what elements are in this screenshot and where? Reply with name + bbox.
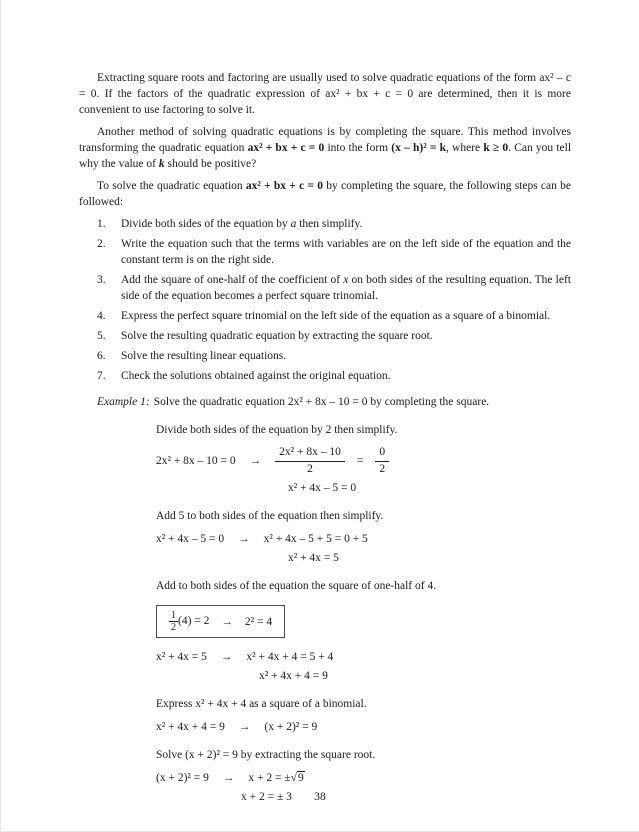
paragraph-text: Extracting square roots and factoring are usually used to solve quadratic equations of the form ax² – c = 0. If the factors of the quadratic expression of ax² + bx + c = 0 are determined, then it is more convenient to use factoring to solve it. (79, 72, 571, 116)
arrow-right-icon: → (249, 455, 262, 467)
intro-paragraph-3 (79, 178, 571, 210)
variable-a: a (290, 218, 297, 230)
list-item-text: Solve the resulting quadratic equation by extracting the square root. (121, 330, 433, 342)
box-expression: (4) = 2 (178, 615, 210, 628)
list-item-5 (97, 328, 571, 344)
equation-row (156, 649, 571, 665)
intro-paragraph-2 (79, 124, 571, 172)
variable-x: x (343, 274, 349, 286)
math-emphasis: ax² + bx + c = 0 (247, 142, 325, 154)
instruction-line: Add 5 to both sides of the equation then simplify. (156, 510, 384, 522)
equation-row (156, 445, 571, 477)
equation-row (156, 531, 571, 547)
equation-row (156, 719, 571, 735)
list-item-4 (97, 308, 571, 324)
fraction-denominator: 2 (171, 622, 176, 633)
list-item-7 (97, 368, 571, 384)
step-text-segment: on both sides of the resulting equation. The left side of the equation becomes a perfect square trinomial. (121, 274, 571, 302)
arrow-right-icon: → (221, 615, 233, 628)
fraction-numerator: 1 (171, 610, 176, 621)
example-body (156, 422, 571, 805)
equation-row (156, 770, 571, 786)
side-computation-box (156, 605, 285, 638)
list-item-number: 6. (97, 350, 106, 362)
fraction (375, 445, 389, 477)
equation-right (248, 770, 304, 786)
paragraph-text: by completing the square, the following steps can be followed: (79, 180, 571, 208)
equation-left: 2x² + 8x – 10 = 0 (156, 455, 236, 467)
page-content (79, 70, 571, 808)
fraction (169, 610, 178, 633)
equation-result: x² + 4x + 4 = 9 (259, 670, 328, 682)
math-emphasis: k ≥ 0 (483, 142, 509, 154)
box-result: 2² = 4 (244, 615, 273, 628)
equation-right: x² + 4x + 4 = 5 + 4 (246, 651, 334, 663)
paragraph-text: into the form (324, 142, 392, 154)
list-item-number: 2. (97, 238, 106, 250)
paragraph-text: To solve the quadratic equation (97, 180, 246, 192)
list-item-1 (97, 216, 571, 232)
fraction-denominator: 2 (307, 463, 313, 475)
instruction-line: Add to both sides of the equation the square of one-half of 4. (156, 580, 437, 592)
equation-left: (x + 2)² = 9 (156, 772, 209, 784)
equation-result: x² + 4x – 5 = 0 (288, 482, 357, 494)
fraction-numerator: 2x² + 8x – 10 (275, 445, 345, 462)
fraction (275, 445, 345, 477)
instruction-line: Solve (x + 2)² = 9 by extracting the square root. (156, 749, 376, 761)
sqrt-radicand: 9 (297, 772, 304, 784)
instruction-line: Divide both sides of the equation by 2 then simplify. (156, 424, 398, 436)
list-item-number: 7. (97, 370, 106, 382)
equation-left: x² + 4x – 5 = 0 (156, 533, 225, 545)
intro-paragraph-1 (79, 70, 571, 118)
math-emphasis: ax² + bx + c = 0 (245, 180, 324, 192)
fraction-denominator: 2 (379, 463, 386, 475)
list-item-6 (97, 348, 571, 364)
half-computation (169, 610, 209, 633)
list-item-3 (97, 272, 571, 304)
equation-left: x² + 4x = 5 (156, 651, 207, 663)
arrow-right-icon: → (220, 651, 233, 663)
paragraph-text: should be positive? (164, 158, 257, 170)
example-problem: Solve the quadratic equation 2x² + 8x – 10 = 0 by completing the square. (153, 396, 490, 408)
list-item-number: 1. (97, 218, 106, 230)
list-item-number: 4. (97, 310, 106, 322)
list-item-text (121, 216, 571, 232)
equation-right: x² + 4x – 5 + 5 = 0 + 5 (263, 533, 368, 545)
list-item-text: Check the solutions obtained against the original equation. (121, 370, 391, 382)
page-number: 38 (314, 791, 326, 803)
list-item-text (121, 272, 571, 304)
instruction-line: Express x² + 4x + 4 as a square of a binomial. (156, 698, 367, 710)
fraction-numerator: 0 (375, 445, 389, 462)
list-item-number: 5. (97, 330, 106, 342)
example-label: Example 1: (97, 396, 150, 408)
arrow-right-icon: → (238, 533, 250, 545)
list-item-number: 3. (97, 274, 106, 286)
paragraph-text: . Can you tell why the value of (79, 142, 572, 170)
equation-result: x² + 4x = 5 (288, 552, 339, 564)
variable-k: k (158, 158, 165, 170)
steps-list (97, 216, 571, 384)
list-item-text: Solve the resulting linear equations. (121, 350, 287, 362)
paragraph-text: , where (445, 142, 484, 154)
example-title (97, 394, 571, 410)
arrow-right-icon: → (222, 772, 235, 784)
arrow-right-icon: → (238, 721, 251, 733)
equation-right: (x + 2)² = 9 (264, 721, 318, 733)
sqrt-icon: √ (290, 772, 297, 784)
step-text-segment: Divide both sides of the equation by (121, 218, 291, 230)
equation-left: x² + 4x + 4 = 9 (156, 721, 225, 733)
equation-right-text: x + 2 = ± (248, 772, 291, 784)
list-item-text: Write the equation such that the terms with variables are on the left side of the equation and the constant term is on the right side. (121, 238, 571, 266)
list-item-2 (97, 236, 571, 268)
paragraph-text: Another method of solving quadratic equations is by completing the square. This method involves transforming the quadratic equation (79, 126, 571, 154)
list-item-text: Express the perfect square trinomial on the left side of the equation as a square of a binomial. (121, 310, 551, 322)
step-text-segment: Add the square of one-half of the coefficient of (121, 274, 344, 286)
equals-sign: = (356, 455, 364, 467)
step-text-segment: then simplify. (296, 218, 363, 230)
example-section (79, 394, 571, 805)
math-emphasis: (x – h)² = k (391, 142, 446, 154)
equation-result: x + 2 = ± 3 (241, 791, 292, 803)
